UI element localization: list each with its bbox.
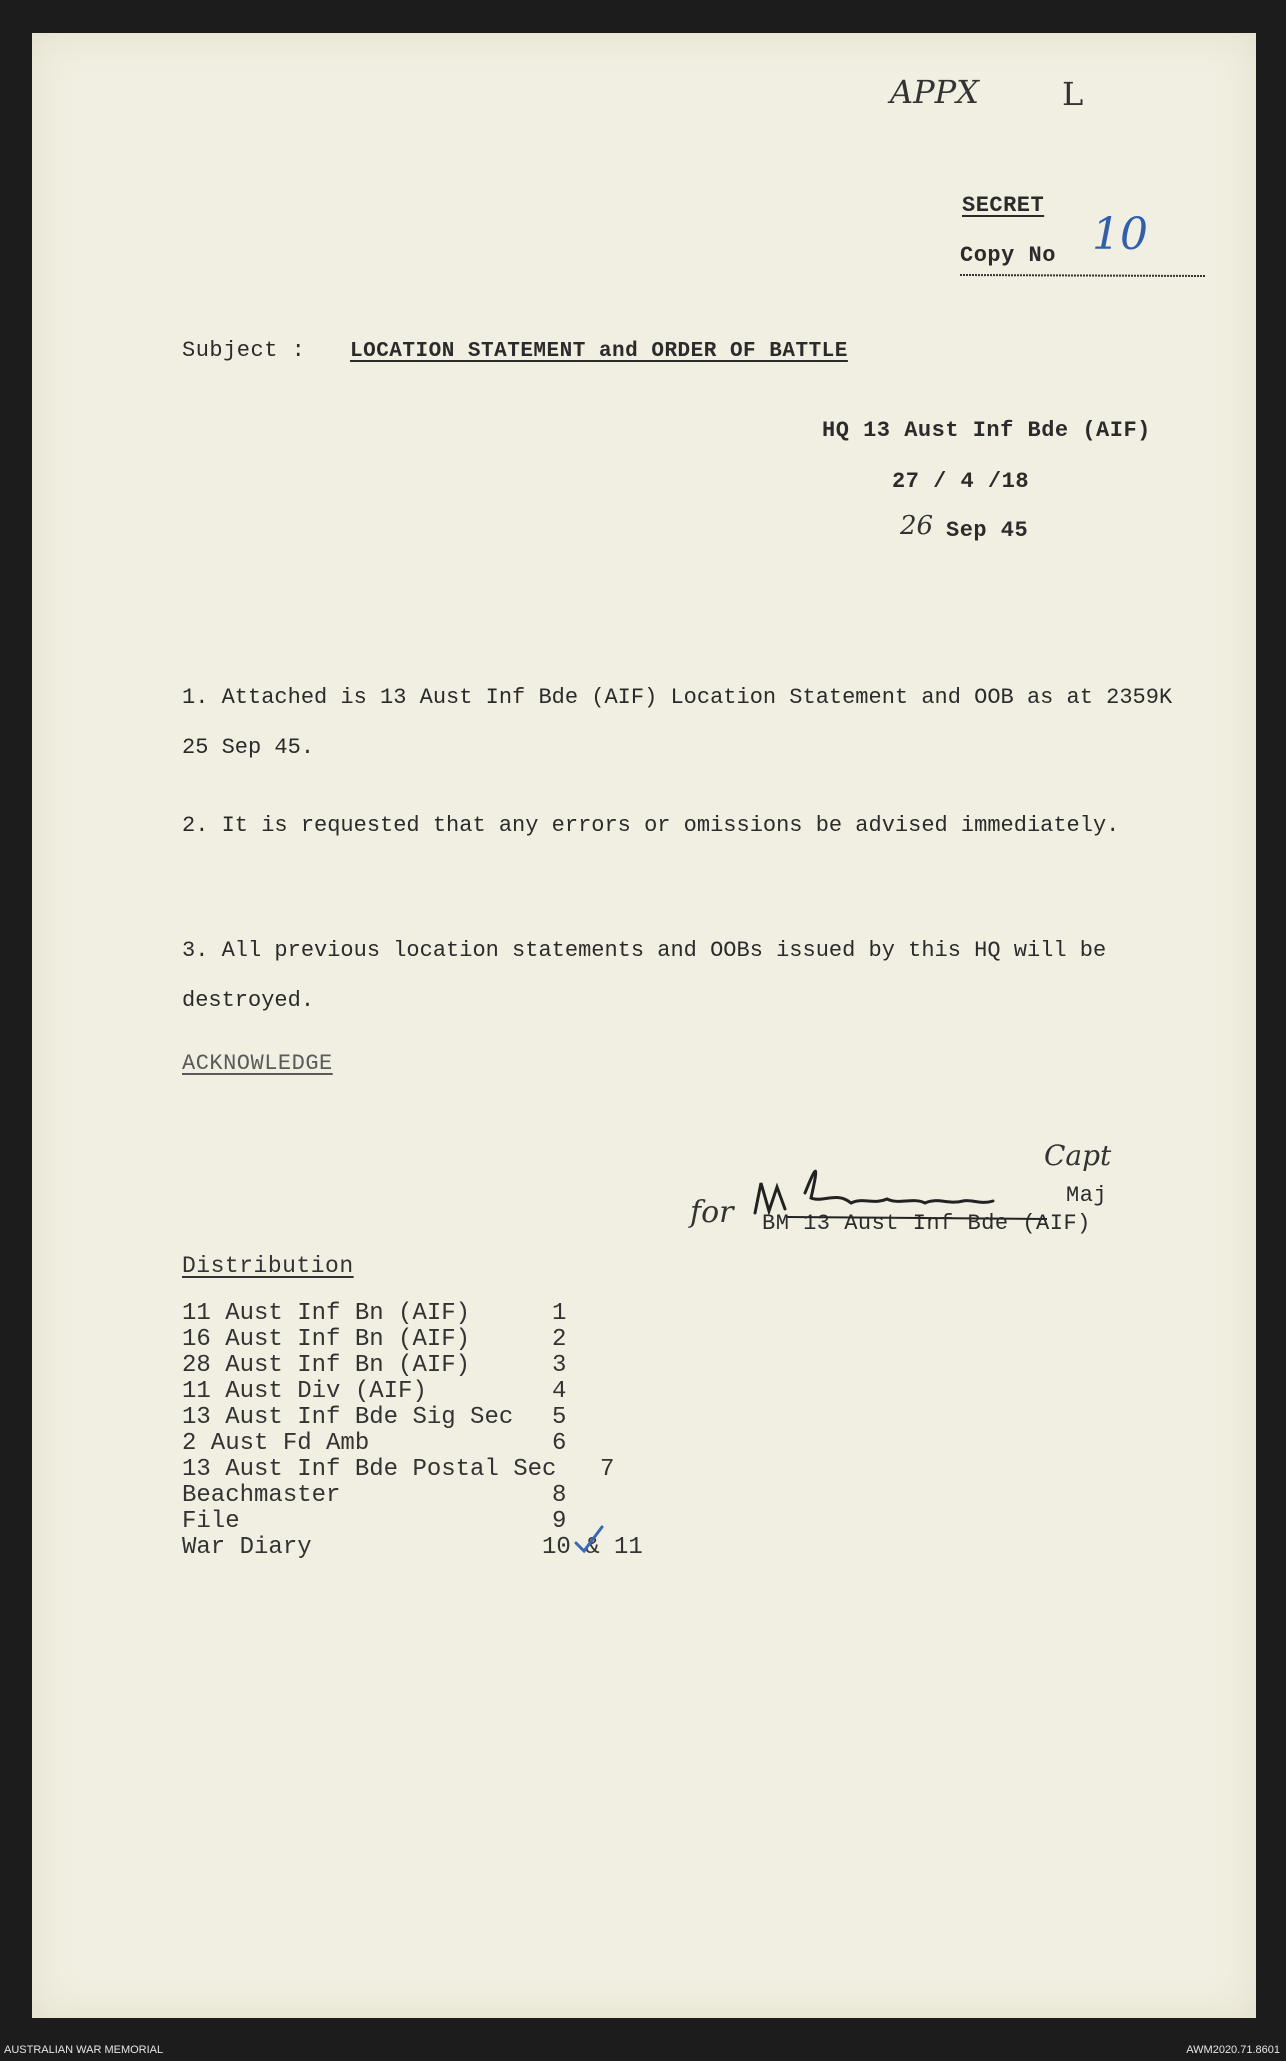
- distribution-unit: 13 Aust Inf Bde Sig Sec: [182, 1404, 514, 1431]
- date-typed: Sep 45: [946, 518, 1029, 543]
- distribution-copy: 2: [552, 1326, 567, 1353]
- paragraph-3: 3. All previous location statements and OOBs issued by this HQ will be destroyed.: [182, 938, 1107, 1013]
- classification-marking: SECRET: [962, 193, 1045, 218]
- copy-number-label: Copy No: [960, 243, 1056, 268]
- paragraph-2: 2. It is requested that any errors or omissions be advised immediately.: [182, 813, 1120, 838]
- date-day-handwritten: 26: [900, 511, 934, 541]
- paragraph-1: 1. Attached is 13 Aust Inf Bde (AIF) Location Statement and OOB as at 2359K 25 Sep 45.: [182, 685, 1173, 760]
- subject-label: Subject :: [182, 338, 306, 363]
- distribution-copy: 3: [552, 1352, 567, 1379]
- file-reference: 27 / 4 /18: [892, 469, 1030, 494]
- copy-number-underline: [960, 273, 1210, 279]
- signature-for: for: [690, 1195, 734, 1230]
- distribution-row: [182, 1535, 742, 1561]
- distribution-copy: 9: [552, 1508, 567, 1535]
- subject-title: LOCATION STATEMENT and ORDER OF BATTLE: [350, 340, 848, 363]
- distribution-unit: 13 Aust Inf Bde Postal Sec: [182, 1456, 557, 1483]
- distribution-unit: 28 Aust Inf Bn (AIF): [182, 1352, 471, 1379]
- appendix-letter: L: [1062, 75, 1084, 113]
- distribution-heading: Distribution: [182, 1253, 354, 1279]
- distribution-unit: Beachmaster: [182, 1482, 341, 1509]
- distribution-row: [182, 1353, 742, 1379]
- document-page: [32, 33, 1256, 2018]
- distribution-row: [182, 1483, 742, 1509]
- distribution-row: [182, 1301, 742, 1327]
- signature-appointment: BM 13 Aust Inf Bde (AIF): [762, 1211, 1091, 1236]
- distribution-row: [182, 1405, 742, 1431]
- distribution-row: [182, 1379, 742, 1405]
- distribution-copy: 6: [552, 1430, 567, 1457]
- distribution-copy: 1: [552, 1300, 567, 1327]
- appendix-annotation: APPX: [890, 73, 979, 111]
- distribution-row: [182, 1509, 742, 1535]
- distribution-copy: 5: [552, 1404, 567, 1431]
- distribution-unit: File: [182, 1508, 240, 1535]
- distribution-row: [182, 1431, 742, 1457]
- distribution-row: [182, 1457, 742, 1483]
- footer-left: AUSTRALIAN WAR MEMORIAL: [4, 2044, 164, 2056]
- acknowledge-instruction: ACKNOWLEDGE: [182, 1051, 333, 1076]
- distribution-unit: 2 Aust Fd Amb: [182, 1430, 370, 1457]
- footer-right: AWM2020.71.8601: [1186, 2044, 1280, 2056]
- copy-number: 10: [1092, 209, 1148, 260]
- distribution-row: [182, 1327, 742, 1353]
- checkmark-icon: [572, 1521, 612, 1561]
- distribution-copy: 4: [552, 1378, 567, 1405]
- distribution-copy: 8: [552, 1482, 567, 1509]
- distribution-copy: 10 & 11: [542, 1534, 643, 1561]
- signature-capt: Capt: [1044, 1139, 1112, 1172]
- distribution-unit: War Diary: [182, 1534, 312, 1561]
- distribution-unit: 16 Aust Inf Bn (AIF): [182, 1326, 471, 1353]
- hq-unit: HQ 13 Aust Inf Bde (AIF): [822, 418, 1151, 443]
- distribution-list: [182, 1301, 742, 1561]
- signature-rank: Maj: [1066, 1183, 1108, 1208]
- distribution-unit: 11 Aust Inf Bn (AIF): [182, 1300, 471, 1327]
- distribution-unit: 11 Aust Div (AIF): [182, 1378, 427, 1405]
- distribution-copy: 7: [600, 1456, 615, 1483]
